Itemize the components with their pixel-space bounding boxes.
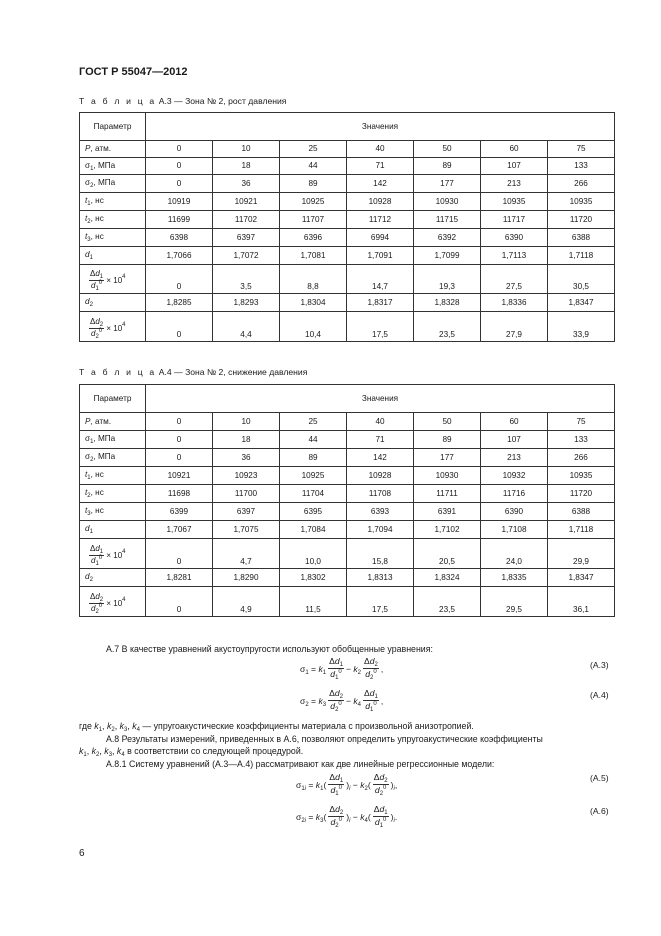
param-cell: P, атм. — [80, 413, 146, 431]
value-cell: 0 — [146, 449, 213, 467]
paragraph-a8-line1: А.8 Результаты измерений, приведенных в А.6, позволяют определить упругоакустические коэффициенты — [106, 734, 543, 744]
value-cell: 1,7118 — [548, 521, 615, 539]
doc-header: ГОСТ Р 55047—2012 — [79, 66, 188, 78]
value-cell: 6388 — [548, 503, 615, 521]
value-cell: 266 — [548, 175, 615, 193]
value-cell: 0 — [146, 431, 213, 449]
value-cell: 0 — [146, 175, 213, 193]
equation-a4-number: (А.4) — [590, 690, 609, 700]
value-cell: 1,8293 — [213, 294, 280, 312]
caption-text: А.3 — Зона № 2, рост давления — [158, 96, 287, 106]
table-row — [80, 141, 615, 158]
value-cell: 17,5 — [347, 587, 414, 617]
value-cell: 10925 — [280, 193, 347, 211]
value-cell: 10935 — [481, 193, 548, 211]
value-cell: 1,8285 — [146, 294, 213, 312]
value-cell: 1,8347 — [548, 294, 615, 312]
param-cell: $t_2$, нс — [80, 211, 146, 229]
param-cell-delta-d1: $\frac{\Delta d_1}{d_1^0}$ × 10 4 — [80, 265, 146, 294]
caption-label: Т а б л и ц а — [79, 96, 157, 106]
value-cell: 1,7072 — [213, 247, 280, 265]
value-cell: 44 — [280, 158, 347, 175]
value-cell: 11,5 — [280, 587, 347, 617]
table-row — [80, 539, 615, 569]
value-cell: 1,7094 — [347, 521, 414, 539]
value-cell: 6390 — [481, 229, 548, 247]
table-row — [80, 587, 615, 617]
value-cell: 10,0 — [280, 539, 347, 569]
value-cell: 1,7102 — [414, 521, 481, 539]
value-cell: 1,7081 — [280, 247, 347, 265]
table-row — [80, 569, 615, 587]
value-cell: 50 — [414, 413, 481, 431]
value-cell: 11708 — [347, 485, 414, 503]
value-cell: 4,4 — [213, 312, 280, 342]
equation-a5-number: (А.5) — [590, 773, 609, 783]
value-cell: 40 — [347, 413, 414, 431]
value-cell: 10928 — [347, 467, 414, 485]
value-cell: 30,5 — [548, 265, 615, 294]
value-cell: 10930 — [414, 193, 481, 211]
value-cell: 1,8336 — [481, 294, 548, 312]
value-cell: 20,5 — [414, 539, 481, 569]
value-cell: 4,7 — [213, 539, 280, 569]
param-header: Параметр — [80, 113, 146, 141]
param-cell: $d_1$ — [80, 247, 146, 265]
value-cell: 6395 — [280, 503, 347, 521]
param-cell: $t_3$, нс — [80, 229, 146, 247]
value-cell: 33,9 — [548, 312, 615, 342]
param-cell: $t_1$, нс — [80, 193, 146, 211]
param-cell: $\sigma_2$, МПа — [80, 175, 146, 193]
param-cell: P, атм. — [80, 141, 146, 158]
table-a4 — [79, 384, 615, 617]
param-cell: $\sigma_1$, МПа — [80, 431, 146, 449]
value-cell: 89 — [414, 158, 481, 175]
value-cell: 6393 — [347, 503, 414, 521]
value-cell: 11704 — [280, 485, 347, 503]
equation-a3-number: (А.3) — [590, 660, 609, 670]
value-cell: 27,9 — [481, 312, 548, 342]
value-cell: 0 — [146, 141, 213, 158]
value-cell: 0 — [146, 413, 213, 431]
value-cell: 11698 — [146, 485, 213, 503]
header-row — [80, 113, 615, 141]
value-cell: 11702 — [213, 211, 280, 229]
value-cell: 1,8347 — [548, 569, 615, 587]
value-cell: 11699 — [146, 211, 213, 229]
value-cell: 11717 — [481, 211, 548, 229]
table-row — [80, 312, 615, 342]
value-cell: 10 — [213, 141, 280, 158]
param-cell-delta-d2: $\frac{\Delta d_2}{d_2^0}$ × 10 4 — [80, 587, 146, 617]
param-cell: $d_2$ — [80, 569, 146, 587]
param-cell: $t_3$, нс — [80, 503, 146, 521]
value-cell: 0 — [146, 312, 213, 342]
value-cell: 6396 — [280, 229, 347, 247]
table-row — [80, 265, 615, 294]
value-cell: 71 — [347, 158, 414, 175]
value-cell: 1,8317 — [347, 294, 414, 312]
caption-label: Т а б л и ц а — [79, 367, 157, 377]
param-cell: $t_1$, нс — [80, 467, 146, 485]
value-cell: 11712 — [347, 211, 414, 229]
value-cell: 0 — [146, 265, 213, 294]
value-cell: 133 — [548, 158, 615, 175]
table-row — [80, 294, 615, 312]
table-row — [80, 175, 615, 193]
value-cell: 89 — [414, 431, 481, 449]
equation-a3: $\sigma_1 = k_1$ $\frac{\Delta d_1}{d_1^0}$ − $k_2$ $\frac{\Delta d_2}{d_2^0}$ , — [300, 656, 384, 681]
value-cell: 4,9 — [213, 587, 280, 617]
value-cell: 60 — [481, 413, 548, 431]
value-cell: 10 — [213, 413, 280, 431]
value-cell: 89 — [280, 175, 347, 193]
value-cell: 1,7075 — [213, 521, 280, 539]
param-header: Параметр — [80, 385, 146, 413]
values-header: Значения — [146, 385, 615, 413]
value-cell: 107 — [481, 431, 548, 449]
value-cell: 11716 — [481, 485, 548, 503]
value-cell: 71 — [347, 431, 414, 449]
value-cell: 10935 — [548, 467, 615, 485]
value-cell: 36 — [213, 175, 280, 193]
value-cell: 1,7067 — [146, 521, 213, 539]
value-cell: 11715 — [414, 211, 481, 229]
value-cell: 11700 — [213, 485, 280, 503]
param-cell-delta-d2: $\frac{\Delta d_2}{d_2^0}$ × 10 4 — [80, 312, 146, 342]
value-cell: 10925 — [280, 467, 347, 485]
page-number: 6 — [79, 848, 85, 859]
value-cell: 1,7108 — [481, 521, 548, 539]
value-cell: 1,8313 — [347, 569, 414, 587]
value-cell: 89 — [280, 449, 347, 467]
value-cell: 1,8324 — [414, 569, 481, 587]
header-row — [80, 385, 615, 413]
equation-a4: $\sigma_2 = k_3$ $\frac{\Delta d_2}{d_2^0}$ − $k_4$ $\frac{\Delta d_1}{d_1^0}$ , — [300, 688, 384, 713]
equation-a6-number: (А.6) — [590, 806, 609, 816]
value-cell: 18 — [213, 158, 280, 175]
value-cell: 11707 — [280, 211, 347, 229]
value-cell: 1,7099 — [414, 247, 481, 265]
param-cell: $\sigma_2$, МПа — [80, 449, 146, 467]
value-cell: 177 — [414, 175, 481, 193]
paragraph-a8-line2: $k_1$, $k_2$, $k_3$, $k_4$ в соответствии со следующей процедурой. — [79, 746, 304, 758]
value-cell: 10923 — [213, 467, 280, 485]
value-cell: 17,5 — [347, 312, 414, 342]
value-cell: 1,7084 — [280, 521, 347, 539]
paragraph-a81: А.8.1 Систему уравнений (А.3—А.4) рассматривают как две линейные регрессионные модели: — [106, 759, 495, 769]
value-cell: 133 — [548, 431, 615, 449]
value-cell: 27,5 — [481, 265, 548, 294]
value-cell: 6399 — [146, 503, 213, 521]
value-cell: 177 — [414, 449, 481, 467]
value-cell: 15,8 — [347, 539, 414, 569]
param-cell-delta-d1: $\frac{\Delta d_1}{d_1^0}$ × 10 4 — [80, 539, 146, 569]
value-cell: 23,5 — [414, 312, 481, 342]
value-cell: 10921 — [213, 193, 280, 211]
equation-a6: $\sigma_{2i} = k_3$( $\frac{\Delta d_2}{d_2^0}$ )$_i - k_4$( $\frac{\Delta d_1}{d_1^0}$ )$_i$. — [296, 804, 398, 829]
value-cell: 10921 — [146, 467, 213, 485]
value-cell: 29,9 — [548, 539, 615, 569]
table-row — [80, 503, 615, 521]
value-cell: 1,8302 — [280, 569, 347, 587]
table-a4-caption — [79, 367, 307, 377]
value-cell: 10932 — [481, 467, 548, 485]
value-cell: 29,5 — [481, 587, 548, 617]
value-cell: 1,8335 — [481, 569, 548, 587]
value-cell: 10935 — [548, 193, 615, 211]
where-text: — упругоакустические коэффициенты материала с произвольной анизотропией. — [142, 721, 474, 731]
table-row — [80, 413, 615, 431]
value-cell: 25 — [280, 413, 347, 431]
value-cell: 36,1 — [548, 587, 615, 617]
a8-text: в соответствии со следующей процедурой. — [127, 746, 304, 756]
value-cell: 142 — [347, 175, 414, 193]
value-cell: 6397 — [213, 503, 280, 521]
table-row — [80, 158, 615, 175]
table-a3-caption — [79, 96, 286, 106]
table-row — [80, 193, 615, 211]
table-row — [80, 247, 615, 265]
table-row — [80, 449, 615, 467]
value-cell: 8,8 — [280, 265, 347, 294]
caption-text: А.4 — Зона № 2, снижение давления — [158, 367, 308, 377]
value-cell: 23,5 — [414, 587, 481, 617]
value-cell: 44 — [280, 431, 347, 449]
table-row — [80, 467, 615, 485]
values-header: Значения — [146, 113, 615, 141]
table-row — [80, 431, 615, 449]
value-cell: 1,7118 — [548, 247, 615, 265]
paragraph-a7: А.7 В качестве уравнений акустоупругости используют обобщенные уравнения: — [106, 644, 433, 654]
value-cell: 75 — [548, 413, 615, 431]
value-cell: 40 — [347, 141, 414, 158]
value-cell: 6390 — [481, 503, 548, 521]
value-cell: 6398 — [146, 229, 213, 247]
value-cell: 0 — [146, 158, 213, 175]
value-cell: 36 — [213, 449, 280, 467]
value-cell: 14,7 — [347, 265, 414, 294]
value-cell: 1,7066 — [146, 247, 213, 265]
value-cell: 11720 — [548, 211, 615, 229]
value-cell: 213 — [481, 449, 548, 467]
value-cell: 10,4 — [280, 312, 347, 342]
param-cell: $d_1$ — [80, 521, 146, 539]
value-cell: 18 — [213, 431, 280, 449]
value-cell: 24,0 — [481, 539, 548, 569]
value-cell: 10919 — [146, 193, 213, 211]
value-cell: 10928 — [347, 193, 414, 211]
value-cell: 11711 — [414, 485, 481, 503]
param-cell: $t_2$, нс — [80, 485, 146, 503]
value-cell: 50 — [414, 141, 481, 158]
table-row — [80, 521, 615, 539]
param-cell: $d_2$ — [80, 294, 146, 312]
value-cell: 0 — [146, 539, 213, 569]
value-cell: 11720 — [548, 485, 615, 503]
value-cell: 107 — [481, 158, 548, 175]
equation-a5: $\sigma_{1i} = k_1$( $\frac{\Delta d_1}{d_1^0}$ )$_i - k_2$( $\frac{\Delta d_2}{d_2^0}$ )$_i$, — [296, 772, 398, 797]
value-cell: 0 — [146, 587, 213, 617]
paragraph-where: где $k_1$, $k_2$, $k_3$, $k_4$ — упругоакустические коэффициенты материала с произвольной анизотропией. — [79, 721, 474, 733]
value-cell: 1,7113 — [481, 247, 548, 265]
value-cell: 213 — [481, 175, 548, 193]
value-cell: 6994 — [347, 229, 414, 247]
value-cell: 75 — [548, 141, 615, 158]
value-cell: 6397 — [213, 229, 280, 247]
value-cell: 3,5 — [213, 265, 280, 294]
value-cell: 6392 — [414, 229, 481, 247]
table-a3 — [79, 112, 615, 342]
value-cell: 10930 — [414, 467, 481, 485]
value-cell: 1,7091 — [347, 247, 414, 265]
value-cell: 19,3 — [414, 265, 481, 294]
value-cell: 1,8304 — [280, 294, 347, 312]
value-cell: 6391 — [414, 503, 481, 521]
value-cell: 60 — [481, 141, 548, 158]
value-cell: 266 — [548, 449, 615, 467]
value-cell: 6388 — [548, 229, 615, 247]
table-row — [80, 211, 615, 229]
table-row — [80, 485, 615, 503]
param-cell: $\sigma_1$, МПа — [80, 158, 146, 175]
value-cell: 1,8281 — [146, 569, 213, 587]
value-cell: 1,8328 — [414, 294, 481, 312]
value-cell: 1,8290 — [213, 569, 280, 587]
table-row — [80, 229, 615, 247]
value-cell: 142 — [347, 449, 414, 467]
value-cell: 25 — [280, 141, 347, 158]
